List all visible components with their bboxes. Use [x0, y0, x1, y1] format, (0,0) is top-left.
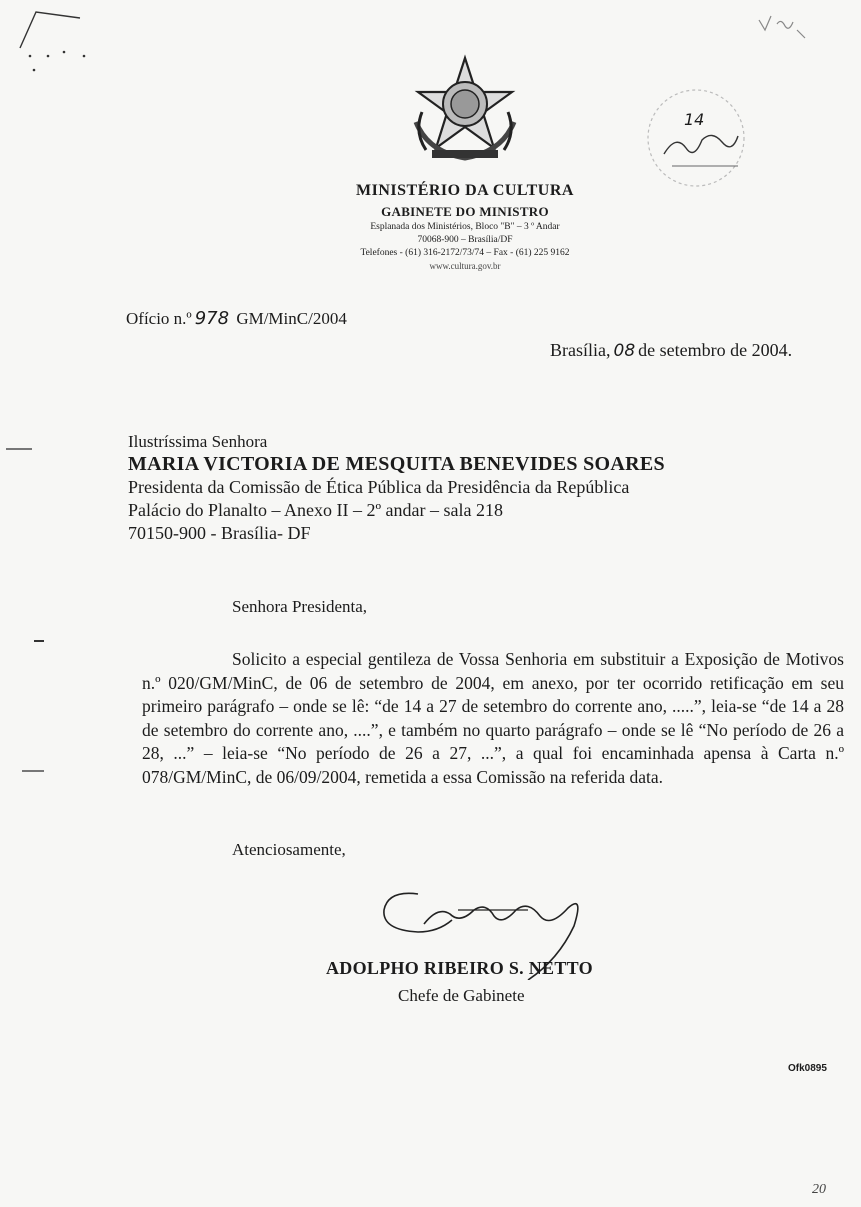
letter-reference — [126, 308, 347, 329]
reference-suffix: GM/MinC/2004 — [236, 309, 347, 328]
letter-body-text: Solicito a especial gentileza de Vossa Senhoria em substituir a Exposição de Motivos n.º 020/GM/MinC, de 06 de setembro de 2004, em anexo, por ter ocorrido retificação em seu primeiro parágrafo – onde se lê: “de 14 a 27 de setembro do corrente ano, .....”, leia-se “de 14 a 28 de setembro do corrente ano, ....”, e também no quarto parágrafo – onde se lê “No período de 26 a 28, ...” – leia-se “No período de 26 a 27, ...”, a qual foi encaminhada apensa à Carta n.º 078/GM/MinC, de 06/09/2004, remetida a essa Comissão na referida data. — [142, 649, 844, 787]
corner-scribble-mark — [8, 6, 108, 76]
cabinet-name: GABINETE DO MINISTRO — [381, 204, 549, 219]
handwritten-initials-mark — [755, 8, 815, 46]
header-address-line2: 70068-900 – Brasília/DF — [417, 235, 513, 245]
header-phones: Telefones - (61) 316-2172/73/74 – Fax - (61) 225 9162 — [360, 248, 570, 258]
coat-of-arms-seal — [408, 52, 522, 166]
handwritten-day: 08 — [613, 341, 636, 361]
ministry-name: MINISTÉRIO DA CULTURA — [356, 182, 574, 199]
margin-mark — [22, 770, 44, 772]
signer-name: ADOLPHO RIBEIRO S. NETTO — [326, 958, 593, 978]
document-reference-code: Ofk0895 — [788, 1063, 827, 1074]
date-city: Brasília, — [550, 340, 611, 360]
letter-greeting: Senhora Presidenta, — [232, 597, 368, 616]
stamp-number: 14 — [684, 110, 705, 129]
letter-date — [550, 340, 792, 361]
recipient-salutation: Ilustríssima Senhora — [128, 432, 268, 451]
header-website: www.cultura.gov.br — [429, 261, 501, 271]
margin-mark — [6, 448, 32, 450]
handwritten-page-number: 20 — [812, 1182, 826, 1197]
reference-prefix: Ofício n.º — [126, 309, 192, 328]
recipient-address: Palácio do Planalto – Anexo II – 2º andar – sala 218 — [128, 500, 503, 520]
recipient-name: MARIA VICTORIA DE MESQUITA BENEVIDES SOARES — [128, 453, 665, 475]
stamp-circle — [642, 84, 750, 192]
recipient-city: 70150-900 - Brasília- DF — [128, 523, 311, 543]
date-rest: de setembro de 2004. — [638, 340, 793, 360]
handwritten-reference-number: 978 — [194, 308, 230, 329]
receipt-stamp — [642, 84, 750, 192]
signer-role: Chefe de Gabinete — [398, 986, 525, 1005]
header-address-line1: Esplanada dos Ministérios, Bloco "B" – 3 º Andar — [370, 222, 560, 232]
letter-body-paragraph — [142, 648, 844, 790]
recipient-block — [128, 430, 768, 545]
letter-closing: Atenciosamente, — [232, 840, 346, 859]
recipient-title: Presidenta da Comissão de Ética Pública da Presidência da República — [128, 477, 630, 497]
margin-mark — [34, 640, 44, 642]
